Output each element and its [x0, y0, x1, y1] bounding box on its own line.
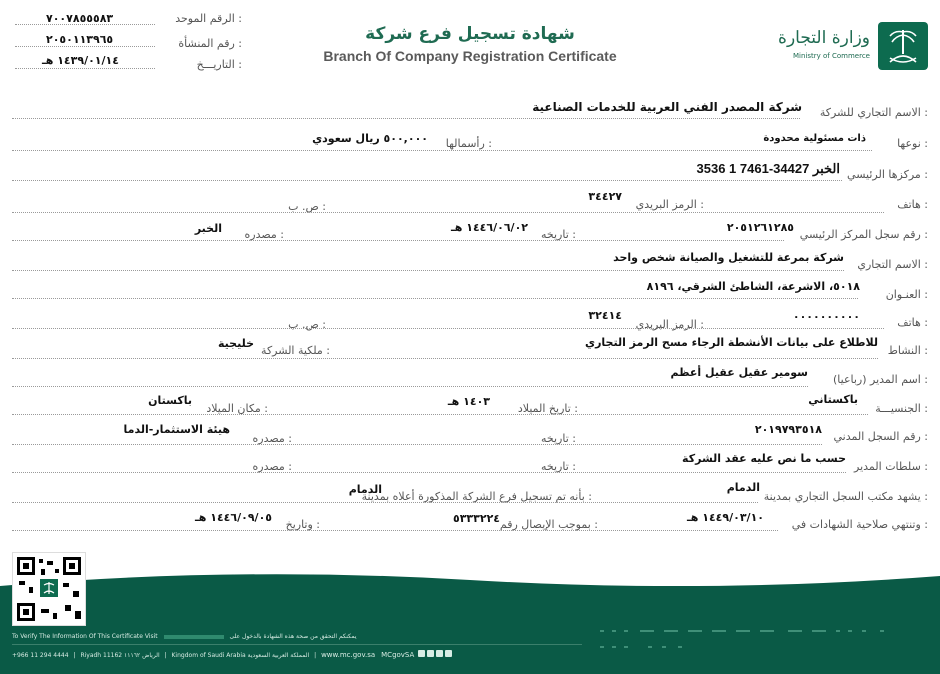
main-cr-label: رقم سجل المركز الرئيسي :: [799, 228, 928, 241]
registered-label: بأنه تم تسجيل فرع الشركة المذكورة أعلاه بمدينة :: [361, 490, 592, 503]
activity-label: النشاط :: [887, 344, 928, 357]
title-en: Branch Of Company Registration Certificate: [323, 48, 617, 64]
manager-label: اسم المدير (رباعيا) :: [832, 373, 928, 386]
dotted-line: [12, 150, 872, 151]
ministry-name-en: Ministry of Commerce: [793, 52, 870, 60]
footer-dots-decoration: [600, 620, 930, 660]
receipt-date: ١٤٤٦/٠٩/٠٥ هـ: [195, 511, 272, 524]
palm-swords-icon: [878, 22, 928, 70]
dotted-line: [12, 298, 858, 299]
branch-name: شركة بمرعة للتشغيل والصيانة شخص واحد: [613, 251, 844, 264]
capital: ٥٠٠,٠٠٠ ريال سعودي: [312, 132, 428, 145]
postal1-label: الرمز البريدي :: [635, 198, 704, 211]
dotted-line: [12, 472, 846, 473]
dotted-line: [12, 270, 844, 271]
main-cr-date-label: تاريخه :: [541, 228, 576, 241]
dotted-line: [12, 414, 868, 415]
dotted-line: [12, 212, 884, 213]
address: ٥٠١٨، الاشرعة، الشاطئ الشرقي، ٨١٩٦: [646, 280, 860, 293]
verify-link[interactable]: [164, 635, 224, 639]
postal2: ٣٢٤١٤: [588, 309, 622, 322]
address-label: العنـوان :: [885, 288, 928, 301]
footer-divider: [12, 644, 582, 645]
auth-source-label: مصدره :: [252, 460, 292, 473]
footer-handle[interactable]: MCgovSA: [381, 651, 415, 659]
civil-date-label: تاريخه :: [541, 432, 576, 445]
nationality: باكستاني: [808, 393, 858, 406]
footer-kingdom-ar: المملكة العربية السعودية: [247, 652, 310, 659]
dotted-line: [12, 180, 842, 181]
office-label: يشهد مكتب السجل التجاري بمدينة :: [763, 490, 928, 503]
birth-place-label: مكان الميلاد :: [206, 402, 268, 415]
qr-code[interactable]: [12, 552, 86, 626]
manager: سومير عقيل عقيل أعظم: [670, 366, 808, 379]
office-city: الدمام: [726, 481, 760, 494]
civil-no-label: رقم السجل المدني :: [833, 430, 928, 443]
footer-website[interactable]: www.mc.gov.sa: [321, 651, 376, 659]
birth-date: ١٤٠٣ هـ: [447, 395, 490, 408]
ownership-label: ملكية الشركة :: [261, 344, 330, 357]
ownership: خليجية: [218, 337, 254, 350]
phone1-label: هاتف :: [897, 198, 928, 211]
source1: الخبر: [194, 222, 222, 235]
main-cr-date: ١٤٤٦/٠٦/٠٢ هـ: [451, 221, 528, 234]
po1-label: ص. ب :: [288, 200, 326, 213]
trade-name: شركة المصدر الفني العربية للخدمات الصناعية: [532, 100, 802, 114]
capital-label: رأسمالها :: [445, 137, 492, 150]
expiry: ١٤٤٩/٠٣/١٠ هـ: [687, 511, 764, 524]
receipt: ٥٣٣٣٢٢٤: [453, 512, 500, 525]
unified-no: ٧٠٠٧٨٥٥٥٨٣: [46, 12, 114, 25]
ministry-name-ar: وزارة التجارة: [778, 28, 870, 48]
footer-kingdom-en: Kingdom of Saudi Arabia: [171, 652, 246, 659]
nationality-label: الجنسيـــة :: [875, 402, 928, 415]
po2-label: ص. ب :: [288, 318, 326, 331]
ministry-emblem: [878, 22, 928, 70]
verify-text-ar: يمكنكم التحقق من صحة هذه الشهادة بالدخول على: [229, 633, 357, 640]
twitter-icon[interactable]: [436, 650, 443, 657]
type-label: نوعها :: [897, 137, 928, 150]
civil-source: هيئة الاستثمار-الدما: [123, 423, 230, 436]
main-cr: ٢٠٥١٢٦١٢٨٥: [726, 221, 794, 234]
footer-riyadh-en: Riyadh 11162: [80, 652, 123, 659]
dotted-line: [12, 240, 784, 241]
dotted-line: [12, 328, 884, 329]
title-ar: شهادة تسجيل فرع شركة: [365, 24, 575, 44]
dotted-line: [12, 386, 808, 387]
footer-riyadh-ar: الرياض ١١١٦٢: [124, 652, 160, 659]
youtube-icon[interactable]: [445, 650, 452, 657]
hq: 3536 الخبر 34427-7461 1: [696, 161, 840, 176]
footer-phone: +966 11 294 4444: [12, 652, 69, 659]
phone2: ٠٠٠٠٠٠٠٠٠٠: [792, 310, 860, 323]
verify-text-en: To Verify The Information Of This Certificate Visit: [12, 633, 158, 640]
facility-no-label: رقم المنشأة :: [178, 37, 242, 50]
dotted-line: [15, 46, 155, 47]
authority: حسب ما نص عليه عقد الشركة: [682, 452, 846, 465]
postal1: ٣٤٤٢٧: [588, 190, 622, 203]
dotted-line: [15, 68, 155, 69]
date-label: التاريـــخ :: [196, 58, 242, 71]
activity: للاطلاع على بيانات الأنشطة الرجاء مسح الرمز التجاري: [584, 336, 878, 349]
branch-name-label: الاسم التجاري :: [857, 258, 928, 271]
dotted-line: [12, 502, 758, 503]
civil-no: ٢٠١٩٧٩٣٥١٨: [754, 423, 822, 436]
birth-date-label: تاريخ الميلاد :: [517, 402, 578, 415]
registered-city: الدمام: [348, 483, 382, 496]
receipt-date-label: وتاريخ :: [285, 518, 320, 531]
unified-no-label: الرقم الموحد :: [175, 12, 242, 25]
company-type: ذات مسئولية محدودة: [763, 133, 866, 144]
trade-name-label: الاسم التجاري للشركة :: [819, 106, 928, 119]
dotted-line: [15, 24, 155, 25]
facebook-icon[interactable]: [427, 650, 434, 657]
postal2-label: الرمز البريدي :: [635, 318, 704, 331]
auth-date-label: تاريخه :: [541, 460, 576, 473]
issue-date: ١٤٣٩/٠١/١٤ هـ: [42, 54, 119, 67]
phone2-label: هاتف :: [897, 316, 928, 329]
dotted-line: [12, 530, 778, 531]
dotted-line: [12, 444, 822, 445]
hq-label: مركزها الرئيسي :: [847, 168, 928, 181]
receipt-label: بموجب الإيصال رقم :: [499, 518, 598, 531]
dotted-line: [12, 118, 800, 119]
facility-no: ٢٠٥٠١١٣٩٦٥: [46, 33, 114, 46]
birth-place: باكستان: [148, 394, 192, 407]
civil-source-label: مصدره :: [252, 432, 292, 445]
instagram-icon[interactable]: [418, 650, 425, 657]
expiry-label: وتنتهي صلاحية الشهادات في :: [791, 518, 928, 531]
source1-label: مصدره :: [244, 228, 284, 241]
dotted-line: [12, 358, 878, 359]
authority-label: سلطات المدير :: [854, 460, 928, 473]
